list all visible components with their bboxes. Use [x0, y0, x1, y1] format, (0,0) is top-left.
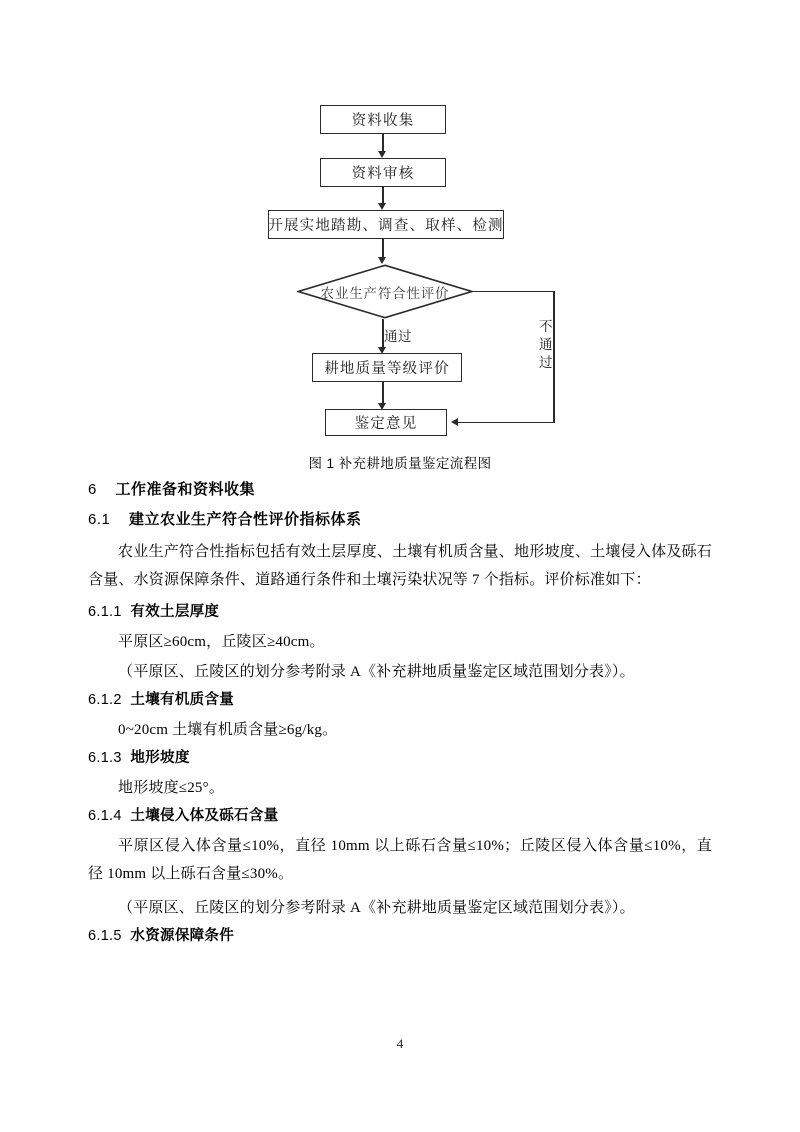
flowchart-node-collect	[320, 105, 446, 134]
page-number: 4	[396, 1036, 404, 1051]
paragraph-6-1-4-line-2: （平原区、丘陵区的划分参考附录 A《补充耕地质量鉴定区域范围划分表》）。	[118, 900, 635, 916]
connector-grade-opinion	[382, 382, 384, 403]
heading-section-6-1-1-number: 6.1.1	[88, 604, 122, 620]
arrowhead-fail-opinion	[451, 418, 458, 426]
flowchart-node-opinion	[325, 409, 447, 436]
flowchart-figure	[0, 0, 800, 450]
heading-section-6-1-2	[88, 688, 712, 709]
paragraph-6-1-2-line-1: 0~20cm 土壤有机质含量≥6g/kg。	[118, 722, 338, 738]
heading-section-6-1-title: 建立农业生产符合性评价指标体系	[129, 511, 362, 528]
connector-fail-horizontal-bottom	[458, 422, 553, 424]
edge-label-fail: 不通过	[539, 319, 553, 370]
heading-section-6-1-5-number: 6.1.5	[88, 928, 122, 944]
flowchart-node-survey-label: 开展实地踏勘、调查、取样、检测	[268, 218, 504, 234]
edge-label-pass: 通过	[384, 329, 412, 344]
paragraph-6-1-4-line-1: 平原区侵入体含量≤10%，直径 10mm 以上砾石含量≤10%；丘陵区侵入体含量≤10%，直径 10mm 以上砾石含量≤30%。	[88, 838, 712, 882]
arrowhead-review-survey	[378, 203, 386, 210]
heading-section-6-1	[88, 508, 712, 529]
flowchart-node-grade-label: 耕地质量等级评价	[324, 361, 450, 377]
flowchart-node-review	[320, 158, 446, 187]
arrowhead-collect-review	[378, 151, 386, 158]
heading-section-6-1-1-title: 有效土层厚度	[130, 604, 220, 620]
heading-section-6-1-3	[88, 746, 712, 767]
flowchart-node-collect-label: 资料收集	[351, 113, 415, 129]
paragraph-section-6-1: 农业生产符合性指标包括有效土层厚度、土壤有机质含量、地形坡度、土壤侵入体及砾石含量、水资源保障条件、道路通行条件和土壤污染状况等 7 个指标。评价标准如下：	[88, 544, 712, 588]
connector-collect-review	[382, 134, 384, 151]
heading-section-6-1-5-title: 水资源保障条件	[130, 928, 235, 944]
heading-section-6-1-5	[88, 924, 712, 945]
heading-section-6	[88, 478, 712, 499]
heading-section-6-1-4	[88, 804, 712, 825]
heading-section-6-1-3-title: 地形坡度	[130, 750, 190, 766]
heading-section-6-1-2-title: 土壤有机质含量	[130, 692, 235, 708]
heading-section-6-1-3-number: 6.1.3	[88, 750, 122, 766]
flowchart-node-survey	[268, 210, 504, 239]
heading-section-6-1-4-number: 6.1.4	[88, 808, 122, 824]
paragraph-6-1-1-line-2: （平原区、丘陵区的划分参考附录 A《补充耕地质量鉴定区域范围划分表》）。	[118, 664, 635, 680]
connector-fail-horizontal-top	[472, 291, 555, 293]
heading-section-6-1-4-title: 土壤侵入体及砾石含量	[130, 808, 279, 824]
heading-section-6-number: 6	[88, 481, 97, 498]
flowchart-node-decision-label: 农业生产符合性评价	[320, 285, 450, 301]
flowchart-node-opinion-label: 鉴定意见	[354, 416, 418, 432]
paragraph-6-1-3-line-1: 地形坡度≤25°。	[118, 780, 225, 796]
paragraph-6-1-1-line-1: 平原区≥60cm，丘陵区≥40cm。	[118, 634, 325, 650]
flowchart-node-grade	[312, 353, 462, 382]
heading-section-6-1-number: 6.1	[88, 511, 111, 528]
flowchart-node-review-label: 资料审核	[351, 166, 415, 182]
flowchart-node-decision	[297, 264, 473, 319]
heading-section-6-title: 工作准备和资料收集	[115, 481, 256, 498]
heading-section-6-1-2-number: 6.1.2	[88, 692, 122, 708]
figure-caption: 图 1 补充耕地质量鉴定流程图	[308, 456, 492, 471]
connector-review-survey	[382, 187, 384, 203]
arrowhead-survey-decision	[378, 257, 386, 264]
document-body	[88, 478, 712, 952]
heading-section-6-1-1	[88, 600, 712, 621]
connector-survey-decision	[382, 239, 384, 257]
